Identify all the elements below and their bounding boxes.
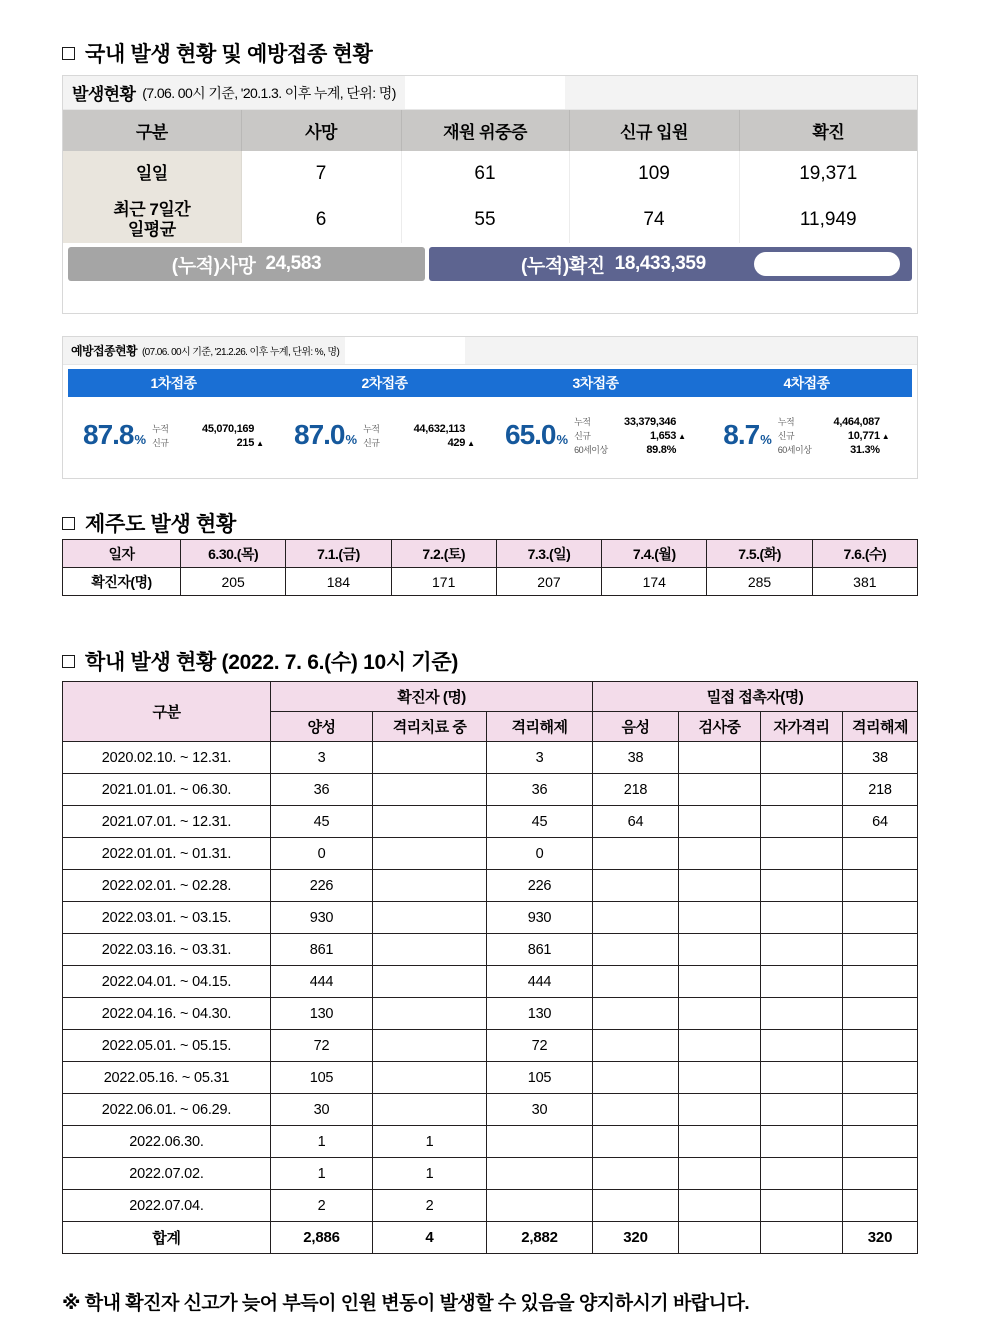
jeju-data-row <box>63 568 918 596</box>
stat-value: 4,464,087 <box>833 415 880 428</box>
school-row-period: 합계 <box>63 1222 271 1254</box>
school-cell: 4 <box>373 1222 487 1254</box>
stat-line <box>778 443 890 456</box>
cumulative-blank-pill <box>754 252 900 276</box>
school-cell <box>373 998 487 1030</box>
stat-line <box>574 415 686 428</box>
school-subcol-testing: 검사중 <box>679 712 761 742</box>
stat-value: 215 <box>236 436 255 449</box>
school-cell: 2,886 <box>271 1222 373 1254</box>
school-cell <box>761 1222 843 1254</box>
occurrence-row-label-line2: 일평균 <box>127 220 176 239</box>
occurrence-title: 발생현황 <box>72 85 136 104</box>
school-cell: 36 <box>487 774 593 806</box>
school-cell <box>679 870 761 902</box>
school-cell: 2,882 <box>487 1222 593 1254</box>
jeju-cell: 381 <box>812 568 917 596</box>
school-row-period: 2022.01.01. ~ 01.31. <box>63 838 271 870</box>
school-cell <box>593 966 679 998</box>
table-row <box>63 934 918 966</box>
table-row <box>63 966 918 998</box>
stat-line <box>778 429 890 442</box>
school-cell <box>487 1126 593 1158</box>
section-heading-domestic <box>62 38 373 68</box>
table-row <box>63 742 918 774</box>
stat-key: 60세이상 <box>574 444 608 455</box>
percent-unit: % <box>134 432 146 447</box>
table-row <box>63 838 918 870</box>
occurrence-cell: 7 <box>241 151 401 197</box>
school-cell <box>843 1126 918 1158</box>
jeju-row-label: 확진자(명) <box>63 568 181 596</box>
school-cell <box>593 1190 679 1222</box>
stat-arrow: ▲ <box>467 438 475 448</box>
stat-key: 신규 <box>777 430 795 441</box>
vaccination-values-row <box>68 397 912 473</box>
school-cell: 0 <box>271 838 373 870</box>
school-cell <box>843 934 918 966</box>
school-row-period: 2022.07.04. <box>63 1190 271 1222</box>
school-cell <box>761 1126 843 1158</box>
school-cell <box>761 1190 843 1222</box>
stat-line <box>152 436 264 449</box>
occurrence-row-label: 일일 <box>63 151 241 197</box>
cumulative-deaths-label: (누적)사망 <box>171 255 256 277</box>
percent-value: 65.0 <box>505 419 556 450</box>
vaccination-dose-tab-3: 3차접종 <box>572 375 619 391</box>
stat-arrow: ▲ <box>678 431 686 441</box>
checkbox-square-icon <box>62 655 75 668</box>
school-cell: 3 <box>271 742 373 774</box>
school-header-group-row <box>63 682 918 712</box>
jeju-cell: 171 <box>391 568 496 596</box>
percent-unit: % <box>760 432 771 447</box>
vaccination-dose-2-percent <box>294 419 356 451</box>
school-subcol-in-isolation-treatment: 격리치료 중 <box>373 712 487 742</box>
school-cell <box>761 1062 843 1094</box>
stat-value: 10,771 <box>847 429 880 442</box>
school-cell: 45 <box>487 806 593 838</box>
vaccination-status-card <box>62 336 918 479</box>
school-cell <box>761 998 843 1030</box>
vaccination-subtitle: (07.06. 00시 기준, '21.2.26. 이후 누계, 단위: %, 명) <box>141 347 340 358</box>
vaccination-dose-3-percent <box>505 419 567 451</box>
school-cell <box>373 742 487 774</box>
vaccination-dose-1-cell <box>68 397 279 473</box>
stat-value: 44,632,113 <box>413 422 466 435</box>
table-row <box>63 1190 918 1222</box>
school-cases-table <box>62 681 918 1254</box>
school-row-period: 2022.06.30. <box>63 1126 271 1158</box>
table-row <box>63 1094 918 1126</box>
jeju-cell: 174 <box>602 568 707 596</box>
school-cell: 2 <box>271 1190 373 1222</box>
school-row-period: 2022.07.02. <box>63 1158 271 1190</box>
school-cell <box>593 1126 679 1158</box>
section-heading-school-label: 학내 발생 현황 (2022. 7. 6.(수) 10시 기준) <box>85 651 459 674</box>
school-group-contacts: 밀접 접촉자(명) <box>593 682 918 712</box>
cumulative-deaths-bar <box>68 247 425 281</box>
stat-key: 60세이상 <box>777 444 812 455</box>
school-cell: 1 <box>271 1158 373 1190</box>
stat-key: 신규 <box>574 430 591 441</box>
school-cell: 45 <box>271 806 373 838</box>
jeju-cell: 207 <box>496 568 601 596</box>
table-row <box>63 1126 918 1158</box>
table-row <box>63 1062 918 1094</box>
occurrence-cell: 19,371 <box>739 151 917 197</box>
stat-key: 누적 <box>363 423 380 434</box>
school-cell <box>679 1158 761 1190</box>
jeju-col-4: 7.3.(일) <box>496 540 601 568</box>
percent-unit: % <box>556 432 568 447</box>
school-cell <box>843 1158 918 1190</box>
cumulative-bar <box>63 243 917 286</box>
school-subcol-quarantine-released: 격리해제 <box>843 712 918 742</box>
vaccination-dose-3-cell <box>490 397 701 473</box>
jeju-cell: 205 <box>181 568 286 596</box>
occurrence-table <box>63 110 917 243</box>
percent-value: 87.0 <box>294 419 345 450</box>
school-cell <box>487 1158 593 1190</box>
school-cell <box>843 838 918 870</box>
school-cell: 0 <box>487 838 593 870</box>
school-cell <box>373 1094 487 1126</box>
vaccination-title: 예방접종현황 <box>71 344 137 358</box>
school-cell <box>761 870 843 902</box>
school-cell: 218 <box>593 774 679 806</box>
jeju-col-2: 7.1.(금) <box>286 540 391 568</box>
school-cell: 226 <box>487 870 593 902</box>
vaccination-dose-4-cell <box>701 397 912 473</box>
vaccination-dose-tab-1: 1차접종 <box>150 375 197 391</box>
school-cell <box>593 1030 679 1062</box>
stat-line <box>778 415 890 428</box>
school-cell: 3 <box>487 742 593 774</box>
school-cell <box>593 998 679 1030</box>
school-subcol-self-quarantine: 자가격리 <box>761 712 843 742</box>
vaccination-dose-2-cell <box>279 397 490 473</box>
school-cell <box>679 1190 761 1222</box>
jeju-cell: 285 <box>707 568 812 596</box>
jeju-col-1: 6.30.(목) <box>181 540 286 568</box>
school-cell: 1 <box>373 1158 487 1190</box>
school-cell: 861 <box>271 934 373 966</box>
school-cell <box>679 1222 761 1254</box>
vaccination-dose-3-stats <box>574 415 686 456</box>
school-cell: 218 <box>843 774 918 806</box>
school-cell: 320 <box>593 1222 679 1254</box>
school-cell <box>593 870 679 902</box>
school-cell <box>761 838 843 870</box>
stat-key: 누적 <box>152 423 169 434</box>
school-cell <box>373 1030 487 1062</box>
vaccination-card-title <box>63 337 917 365</box>
occurrence-cell: 61 <box>401 151 569 197</box>
occurrence-row-daily <box>63 151 917 197</box>
school-subcol-positive: 양성 <box>271 712 373 742</box>
school-cell: 226 <box>271 870 373 902</box>
school-cell <box>679 742 761 774</box>
school-col-category: 구분 <box>63 682 271 742</box>
stat-value: 31.3% <box>850 443 880 456</box>
stat-value: 33,379,346 <box>624 415 677 428</box>
school-cell <box>761 934 843 966</box>
school-cell: 1 <box>373 1126 487 1158</box>
school-cell <box>761 774 843 806</box>
school-row-period: 2020.02.10. ~ 12.31. <box>63 742 271 774</box>
school-cell <box>593 838 679 870</box>
school-cell <box>373 966 487 998</box>
school-cell: 30 <box>487 1094 593 1126</box>
school-cell: 130 <box>487 998 593 1030</box>
footnote: ※ 학내 확진자 신고가 늦어 부득이 인원 변동이 발생할 수 있음을 양지하시기 바랍니다. <box>62 1293 750 1314</box>
table-row <box>63 774 918 806</box>
occurrence-card-title <box>63 76 917 110</box>
school-cell <box>373 934 487 966</box>
section-heading-domestic-label: 국내 발생 현황 및 예방접종 현황 <box>85 43 373 66</box>
cumulative-cases-bar <box>429 247 912 281</box>
school-cell <box>679 1126 761 1158</box>
school-cell: 444 <box>271 966 373 998</box>
stat-value: 1,653 <box>650 429 677 442</box>
section-heading-school <box>62 646 458 676</box>
school-cell <box>761 1030 843 1062</box>
occurrence-cell: 109 <box>569 151 739 197</box>
school-cell <box>593 1062 679 1094</box>
school-cell: 72 <box>271 1030 373 1062</box>
stat-value: 45,070,169 <box>202 422 255 435</box>
school-cell <box>761 966 843 998</box>
school-cell <box>373 774 487 806</box>
school-table-body <box>63 742 918 1254</box>
occurrence-col-1: 사망 <box>241 110 401 151</box>
jeju-cases-table <box>62 539 918 596</box>
school-cell: 444 <box>487 966 593 998</box>
school-cell <box>761 806 843 838</box>
school-cell <box>679 1094 761 1126</box>
occurrence-row-label-line1: 최근 7일간 <box>113 199 191 219</box>
school-row-period: 2022.04.16. ~ 04.30. <box>63 998 271 1030</box>
school-row-period: 2021.07.01. ~ 12.31. <box>63 806 271 838</box>
school-cell: 105 <box>487 1062 593 1094</box>
school-cell <box>373 902 487 934</box>
jeju-cell: 184 <box>286 568 391 596</box>
title-filler <box>345 337 465 364</box>
vaccination-dose-tab-2: 2차접종 <box>361 375 408 391</box>
occurrence-cell: 11,949 <box>739 197 917 243</box>
cumulative-cases-value: 18,433,359 <box>614 253 706 274</box>
jeju-col-6: 7.5.(화) <box>707 540 812 568</box>
school-cell <box>843 1190 918 1222</box>
table-row <box>63 870 918 902</box>
checkbox-square-icon <box>62 47 75 60</box>
table-row <box>63 806 918 838</box>
table-row <box>63 1030 918 1062</box>
school-cell: 930 <box>487 902 593 934</box>
school-cell <box>843 966 918 998</box>
school-cell <box>373 806 487 838</box>
section-heading-jeju-label: 제주도 발생 현황 <box>85 513 236 536</box>
school-row-period: 2022.02.01. ~ 02.28. <box>63 870 271 902</box>
school-row-period: 2022.05.01. ~ 05.15. <box>63 1030 271 1062</box>
stat-arrow: ▲ <box>256 438 264 448</box>
title-filler <box>405 76 565 109</box>
stat-line <box>363 436 475 449</box>
jeju-col-0: 일자 <box>63 540 181 568</box>
school-cell: 38 <box>843 742 918 774</box>
percent-value: 8.7 <box>723 419 760 450</box>
school-cell <box>679 838 761 870</box>
stat-line <box>574 443 686 456</box>
school-cell: 320 <box>843 1222 918 1254</box>
school-row-period: 2022.03.16. ~ 03.31. <box>63 934 271 966</box>
vaccination-dose-bar <box>68 369 912 397</box>
stat-line <box>152 422 264 435</box>
stat-key: 신규 <box>152 437 169 448</box>
school-cell <box>373 870 487 902</box>
stat-line <box>363 422 475 435</box>
occurrence-cell: 74 <box>569 197 739 243</box>
school-cell: 64 <box>593 806 679 838</box>
school-cell <box>679 902 761 934</box>
school-row-period: 2021.01.01. ~ 06.30. <box>63 774 271 806</box>
checkbox-square-icon <box>62 517 75 530</box>
occurrence-col-2: 재원 위중증 <box>401 110 569 151</box>
school-cell <box>679 1062 761 1094</box>
school-cell: 38 <box>593 742 679 774</box>
school-cell <box>679 966 761 998</box>
school-cell <box>679 998 761 1030</box>
school-cell: 30 <box>271 1094 373 1126</box>
school-group-confirmed: 확진자 (명) <box>271 682 593 712</box>
school-cell <box>761 1094 843 1126</box>
school-cell: 72 <box>487 1030 593 1062</box>
stat-key: 누적 <box>777 416 795 427</box>
school-cell <box>761 742 843 774</box>
school-cell <box>593 1158 679 1190</box>
occurrence-cell: 55 <box>401 197 569 243</box>
school-subcol-isolation-released: 격리해제 <box>487 712 593 742</box>
school-cell: 64 <box>843 806 918 838</box>
percent-unit: % <box>345 432 357 447</box>
school-cell <box>593 934 679 966</box>
school-row-period: 2022.03.01. ~ 03.15. <box>63 902 271 934</box>
school-cell <box>373 838 487 870</box>
vaccination-dose-4-stats <box>778 415 890 456</box>
vaccination-dose-4-percent <box>723 419 771 451</box>
school-subcol-negative: 음성 <box>593 712 679 742</box>
school-cell <box>843 870 918 902</box>
section-heading-jeju <box>62 508 236 538</box>
school-row-period: 2022.06.01. ~ 06.29. <box>63 1094 271 1126</box>
occurrence-col-0: 구분 <box>63 110 241 151</box>
occurrence-col-3: 신규 입원 <box>569 110 739 151</box>
vaccination-dose-1-stats <box>152 422 264 449</box>
school-cell <box>487 1190 593 1222</box>
school-cell: 130 <box>271 998 373 1030</box>
school-cell: 861 <box>487 934 593 966</box>
school-cell <box>843 902 918 934</box>
jeju-header-row <box>63 540 918 568</box>
stat-arrow: ▲ <box>881 431 890 441</box>
school-row-period: 2022.05.16. ~ 05.31 <box>63 1062 271 1094</box>
school-cell <box>679 1030 761 1062</box>
percent-value: 87.8 <box>83 419 134 450</box>
school-cell: 2 <box>373 1190 487 1222</box>
table-row <box>63 998 918 1030</box>
occurrence-subtitle: (7.06. 00시 기준, '20.1.3. 이후 누계, 단위: 명) <box>142 84 396 101</box>
stat-key: 누적 <box>574 416 591 427</box>
stat-line <box>574 429 686 442</box>
stat-value: 89.8% <box>646 443 677 456</box>
table-row <box>63 1158 918 1190</box>
table-row <box>63 902 918 934</box>
cumulative-cases-label: (누적)확진 <box>521 255 605 277</box>
school-cell <box>679 774 761 806</box>
vaccination-dose-tab-4: 4차접종 <box>783 375 830 391</box>
school-cell <box>593 1094 679 1126</box>
occurrence-status-card <box>62 75 918 314</box>
school-cell <box>679 806 761 838</box>
cumulative-deaths-value: 24,583 <box>265 253 322 274</box>
occurrence-row-label <box>63 197 241 243</box>
school-cell: 36 <box>271 774 373 806</box>
school-cell <box>679 934 761 966</box>
school-cell <box>373 1062 487 1094</box>
occurrence-cell: 6 <box>241 197 401 243</box>
jeju-col-3: 7.2.(토) <box>391 540 496 568</box>
occurrence-col-4: 확진 <box>739 110 917 151</box>
school-cell <box>843 998 918 1030</box>
school-cell <box>593 902 679 934</box>
stat-key: 신규 <box>363 437 380 448</box>
jeju-col-5: 7.4.(월) <box>602 540 707 568</box>
school-cell <box>761 1158 843 1190</box>
stat-value: 429 <box>447 436 466 449</box>
vaccination-dose-1-percent <box>83 419 145 451</box>
occurrence-row-weekly-average <box>63 197 917 243</box>
school-row-period: 2022.04.01. ~ 04.15. <box>63 966 271 998</box>
school-cell: 930 <box>271 902 373 934</box>
occurrence-header-row <box>63 110 917 151</box>
school-cell: 1 <box>271 1126 373 1158</box>
school-cell <box>843 1030 918 1062</box>
school-total-row <box>63 1222 918 1254</box>
jeju-col-7: 7.6.(수) <box>812 540 917 568</box>
school-cell <box>761 902 843 934</box>
school-cell <box>843 1062 918 1094</box>
vaccination-dose-2-stats <box>363 422 475 449</box>
school-cell: 105 <box>271 1062 373 1094</box>
school-cell <box>843 1094 918 1126</box>
